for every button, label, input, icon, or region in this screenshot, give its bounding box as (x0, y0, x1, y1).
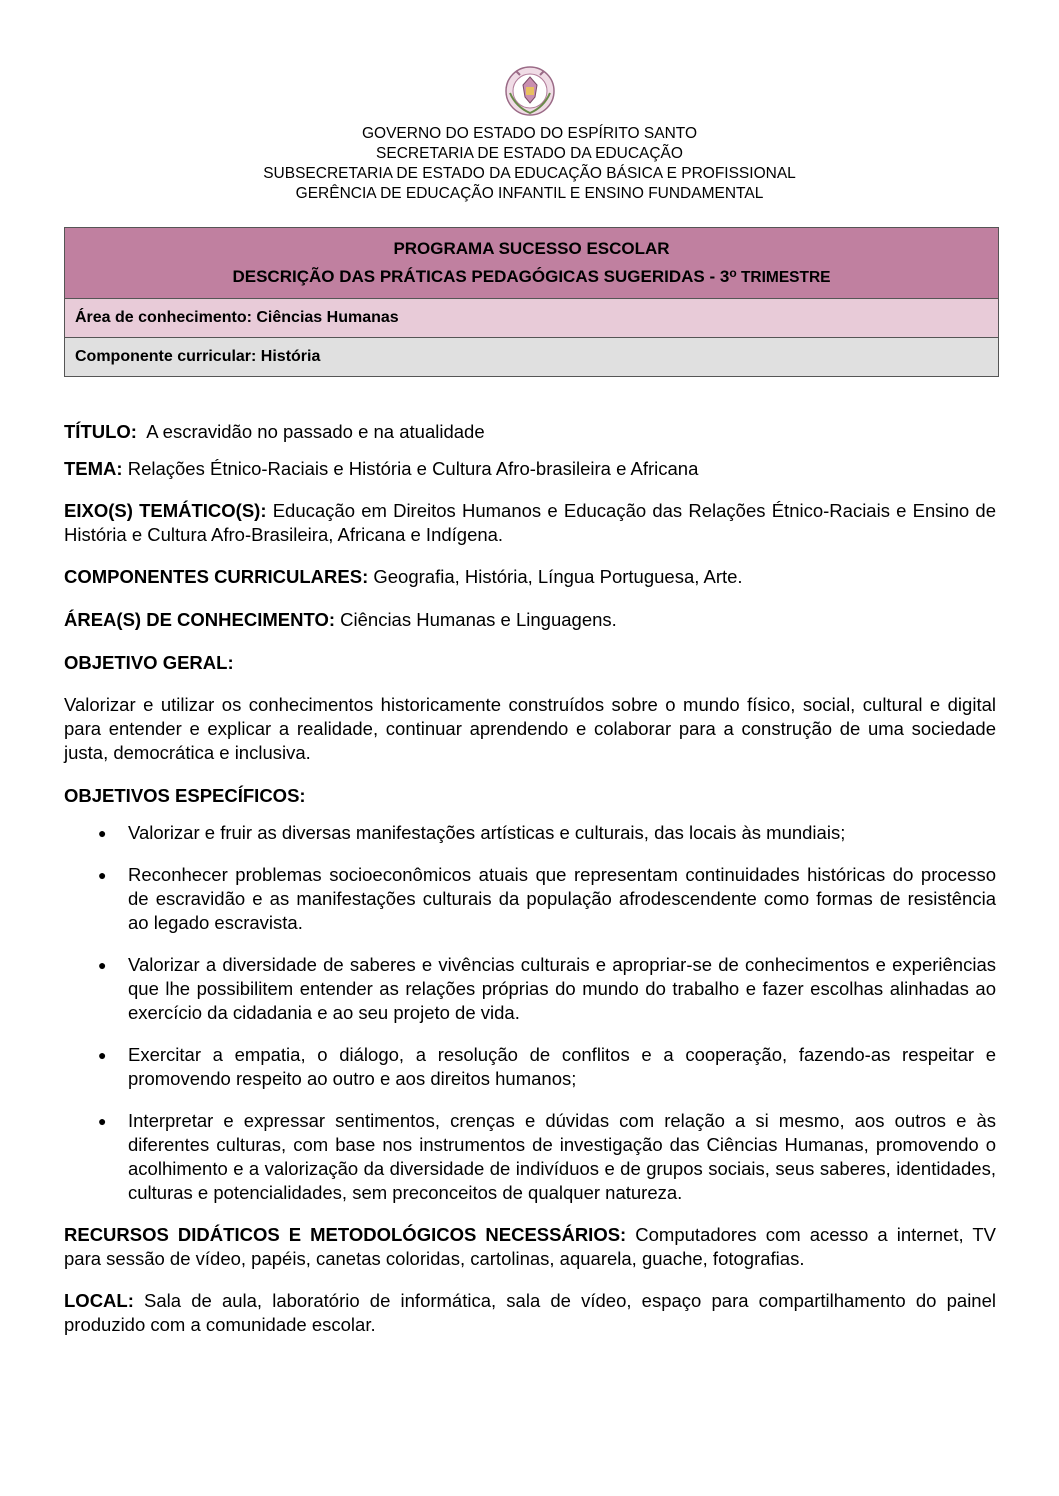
header-line: GOVERNO DO ESTADO DO ESPÍRITO SANTO (361, 125, 698, 142)
program-description (65, 261, 998, 290)
list-item (64, 863, 996, 935)
program-heading (65, 228, 998, 299)
list-item (64, 1043, 996, 1091)
bullet-icon: ● (98, 825, 107, 841)
description-text: DESCRIÇÃO DAS PRÁTICAS PEDAGÓGICAS SUGERIDAS - 3 (232, 267, 730, 286)
location-label: LOCAL: (64, 1290, 134, 1311)
specific-objectives-heading: OBJETIVOS ESPECÍFICOS: (64, 785, 306, 806)
list-item (64, 1109, 996, 1205)
list-item-text: Exercitar a empatia, o diálogo, a resolução de conflitos e a cooperação, fazendo-as respeitar e promovendo respeito ao outro e aos direitos humanos; (128, 1044, 996, 1089)
header-line: SECRETARIA DE ESTADO DA EDUCAÇÃO (376, 145, 683, 162)
document-body (64, 420, 996, 1337)
bullet-icon: ● (98, 1047, 107, 1063)
areas-field (64, 608, 996, 632)
list-item (64, 821, 996, 845)
bullet-icon: ● (98, 957, 107, 973)
axes-field (64, 499, 996, 547)
theme-label: TEMA: (64, 458, 123, 479)
ordinal-superscript: o (729, 266, 737, 280)
resources-label: RECURSOS DIDÁTICOS E METODOLÓGICOS NECESSÁRIOS: (64, 1224, 627, 1245)
general-objective-heading: OBJETIVO GERAL: (64, 652, 234, 673)
title-value: A escravidão no passado e na atualidade (136, 421, 485, 442)
theme-field (64, 457, 996, 481)
resources-value: Computadores com acesso a internet, TV para sessão de vídeo, papéis, canetas coloridas, cartolinas, aquarela, guache, fotografias. (64, 1224, 996, 1269)
bullet-icon: ● (98, 867, 107, 883)
list-item-text: Reconhecer problemas socioeconômicos atuais que representam continuidades históricas do processo de escravidão e as manifestações culturais da população afrodescendente como formas de resistência ao legado escravista. (128, 864, 996, 933)
theme-value: Relações Étnico-Raciais e História e Cultura Afro-brasileira e Africana (122, 458, 699, 479)
components-label: COMPONENTES CURRICULARES: (64, 566, 369, 587)
components-field (64, 565, 996, 589)
title-label: TÍTULO: (64, 421, 137, 442)
trimester-label: TRIMESTRE (736, 269, 831, 286)
specific-objectives-list (64, 821, 996, 1205)
header-line: GERÊNCIA DE EDUCAÇÃO INFANTIL E ENSINO FUNDAMENTAL (295, 185, 764, 202)
program-title: PROGRAMA SUCESSO ESCOLAR (393, 239, 670, 258)
areas-label: ÁREA(S) DE CONHECIMENTO: (64, 609, 335, 630)
components-value: Geografia, História, Língua Portuguesa, Arte. (368, 566, 743, 587)
government-header (0, 124, 1059, 204)
knowledge-area-row: Área de conhecimento: Ciências Humanas (65, 299, 998, 338)
curricular-component-row: Componente curricular: História (65, 338, 998, 376)
header-line: SUBSECRETARIA DE ESTADO DA EDUCAÇÃO BÁSICA E PROFISSIONAL (263, 165, 796, 182)
list-item-text: Valorizar e fruir as diversas manifestações artísticas e culturais, das locais às mundiais; (128, 822, 846, 843)
list-item-text: Valorizar a diversidade de saberes e vivências culturais e apropriar-se de conhecimentos e experiências que lhe possibilitem entender as relações próprias do mundo do trabalho e fazer escolhas alinhadas ao exercício da cidadania e ao seu projeto de vida. (128, 954, 996, 1023)
axes-value: Educação em Direitos Humanos e Educação das Relações Étnico-Raciais e Ensino de História e Cultura Afro-Brasileira, Africana e Indígena. (64, 500, 996, 545)
resources-field (64, 1223, 996, 1271)
title-field (64, 420, 996, 444)
location-value: Sala de aula, laboratório de informática, sala de vídeo, espaço para compartilhamento do painel produzido com a comunidade escolar. (64, 1290, 996, 1335)
axes-label: EIXO(S) TEMÁTICO(S): (64, 500, 267, 521)
location-field (64, 1289, 996, 1337)
areas-value: Ciências Humanas e Linguagens. (335, 609, 617, 630)
program-info-table (64, 227, 999, 377)
general-objective-text: Valorizar e utilizar os conhecimentos historicamente construídos sobre o mundo físico, social, cultural e digital para entender e explicar a realidade, continuar aprendendo e colaborar para a construção de uma sociedade justa, democrática e inclusiva. (64, 694, 996, 763)
list-item (64, 953, 996, 1025)
state-seal-emblem (502, 63, 558, 119)
list-item-text: Interpretar e expressar sentimentos, crenças e dúvidas com relação a si mesmo, aos outros e às diferentes culturas, com base nos instrumentos de investigação das Ciências Humanas, promovendo o acolhimento e a valorização da diversidade de indivíduos e de grupos sociais, seus saberes, identidades, culturas e potencialidades, sem preconceitos de qualquer natureza. (128, 1110, 996, 1203)
bullet-icon: ● (98, 1113, 107, 1129)
